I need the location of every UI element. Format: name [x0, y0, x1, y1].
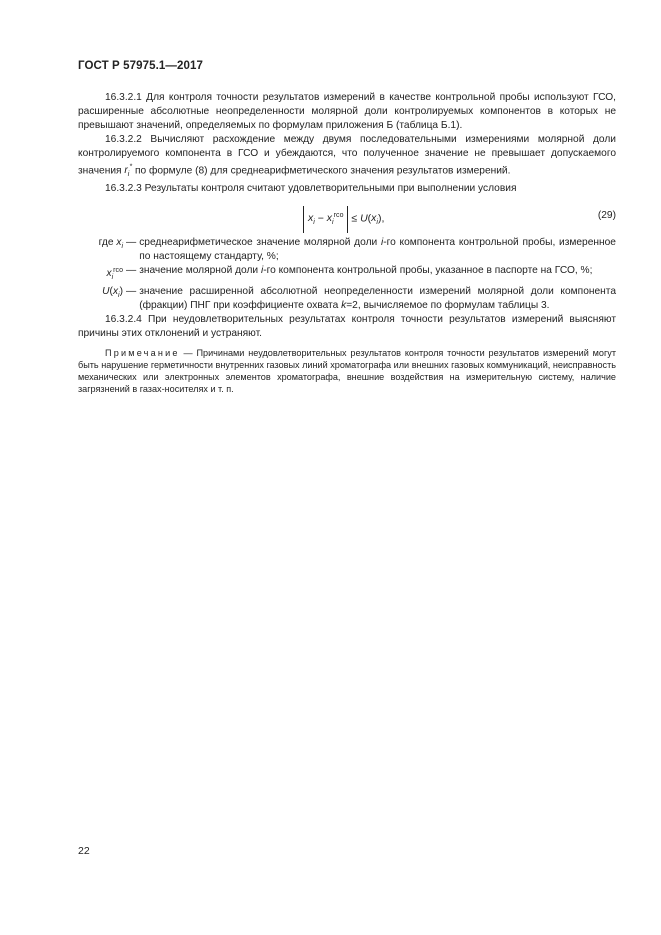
definition-item: где $x_i$ — среднеарифметическое значение молярной доли i-го компонента контрольной пробы, измеренное по настоящему стандарту, %;	[78, 236, 616, 264]
formula-29	[303, 206, 384, 234]
note-text: — Причинами неудовлетворительных результатов контроля точности результатов измерений могут быть нарушение герметичности внутренних газовых линий хроматографа или внешних газовых коммуникаций, неисправность механических или электронных элементов хроматографа, внешние воздействия на измерительную систему, наличие загрязнений в газах-носителях и т. п.	[78, 347, 617, 395]
symbol-r-i-star: $r_i^*$	[124, 163, 133, 178]
definitions-list	[78, 236, 616, 313]
main-text	[78, 91, 616, 404]
formula-abs-difference: $x_i - x_i^{гсо}$	[303, 206, 348, 234]
definition-description: среднеарифметическое значение молярной доли i-го компонента контрольной пробы, измеренное по настоящему стандарту, %;	[139, 236, 616, 262]
formula-rhs: ≤ $U(x_i)$,	[351, 212, 385, 227]
paragraph-16-3-2-4: 16.3.2.4 При неудовлетворительных результатах контроля точности результатов измерений выясняют причины этих отклонений и устраняют.	[78, 313, 616, 339]
definition-term: где $x_i$	[98, 236, 123, 250]
note-label: Примечание	[105, 347, 180, 358]
paragraph-16-3-2-1: 16.3.2.1 Для контроля точности результатов измерений в качестве контрольной пробы используют ГСО, расширенные абсолютные неопределенности молярной доли контролируемых компонентов в которых не превышают значений, определяемых по формулам приложения Б (таблица Б.1).	[78, 92, 616, 131]
formula-number: (29)	[597, 209, 616, 221]
definition-description: значение молярной доли i-го компонента контрольной пробы, указанное в паспорте на ГСО, %;	[139, 264, 593, 276]
paragraph-16-3-2-3: 16.3.2.3 Результаты контроля считают удовлетворительными при выполнении условия	[105, 182, 517, 194]
page-number: 22	[78, 845, 90, 857]
paragraph-16-3-2-2-text-a: 16.3.2.2 Вычисляют расхождение между двумя последовательными измерениями молярной доли контролируемого компонента в ГСО и убеждаются, что полученное значение не превышает допускаемого значения	[78, 133, 616, 176]
definition-description: значение расширенной абсолютной неопределенности измерений молярной доли компонента (фракции) ПНГ при коэффициенте охвата k=2, вычисляемое по формулам таблицы 3.	[139, 285, 616, 311]
paragraph-16-3-2-2	[78, 133, 616, 182]
definition-item: $x_i^{гсо}$ — значение молярной доли i-го компонента контрольной пробы, указанное в паспорте на ГСО, %;	[78, 264, 616, 285]
note	[78, 347, 616, 396]
formula-row	[78, 200, 616, 236]
definition-term: $x_i^{гсо}$	[106, 266, 123, 281]
document-code-header: ГОСТ Р 57975.1—2017	[78, 60, 203, 72]
paragraph-16-3-2-2-text-b: по формуле (8) для среднеарифметического значения результатов измерений.	[134, 164, 511, 176]
definition-term: $U(x_i)$	[102, 285, 123, 299]
definition-item: $U(x_i)$ — значение расширенной абсолютной неопределенности измерений молярной доли компонента (фракции) ПНГ при коэффициенте охвата k=2, вычисляемое по формулам таблицы 3.	[78, 285, 616, 313]
